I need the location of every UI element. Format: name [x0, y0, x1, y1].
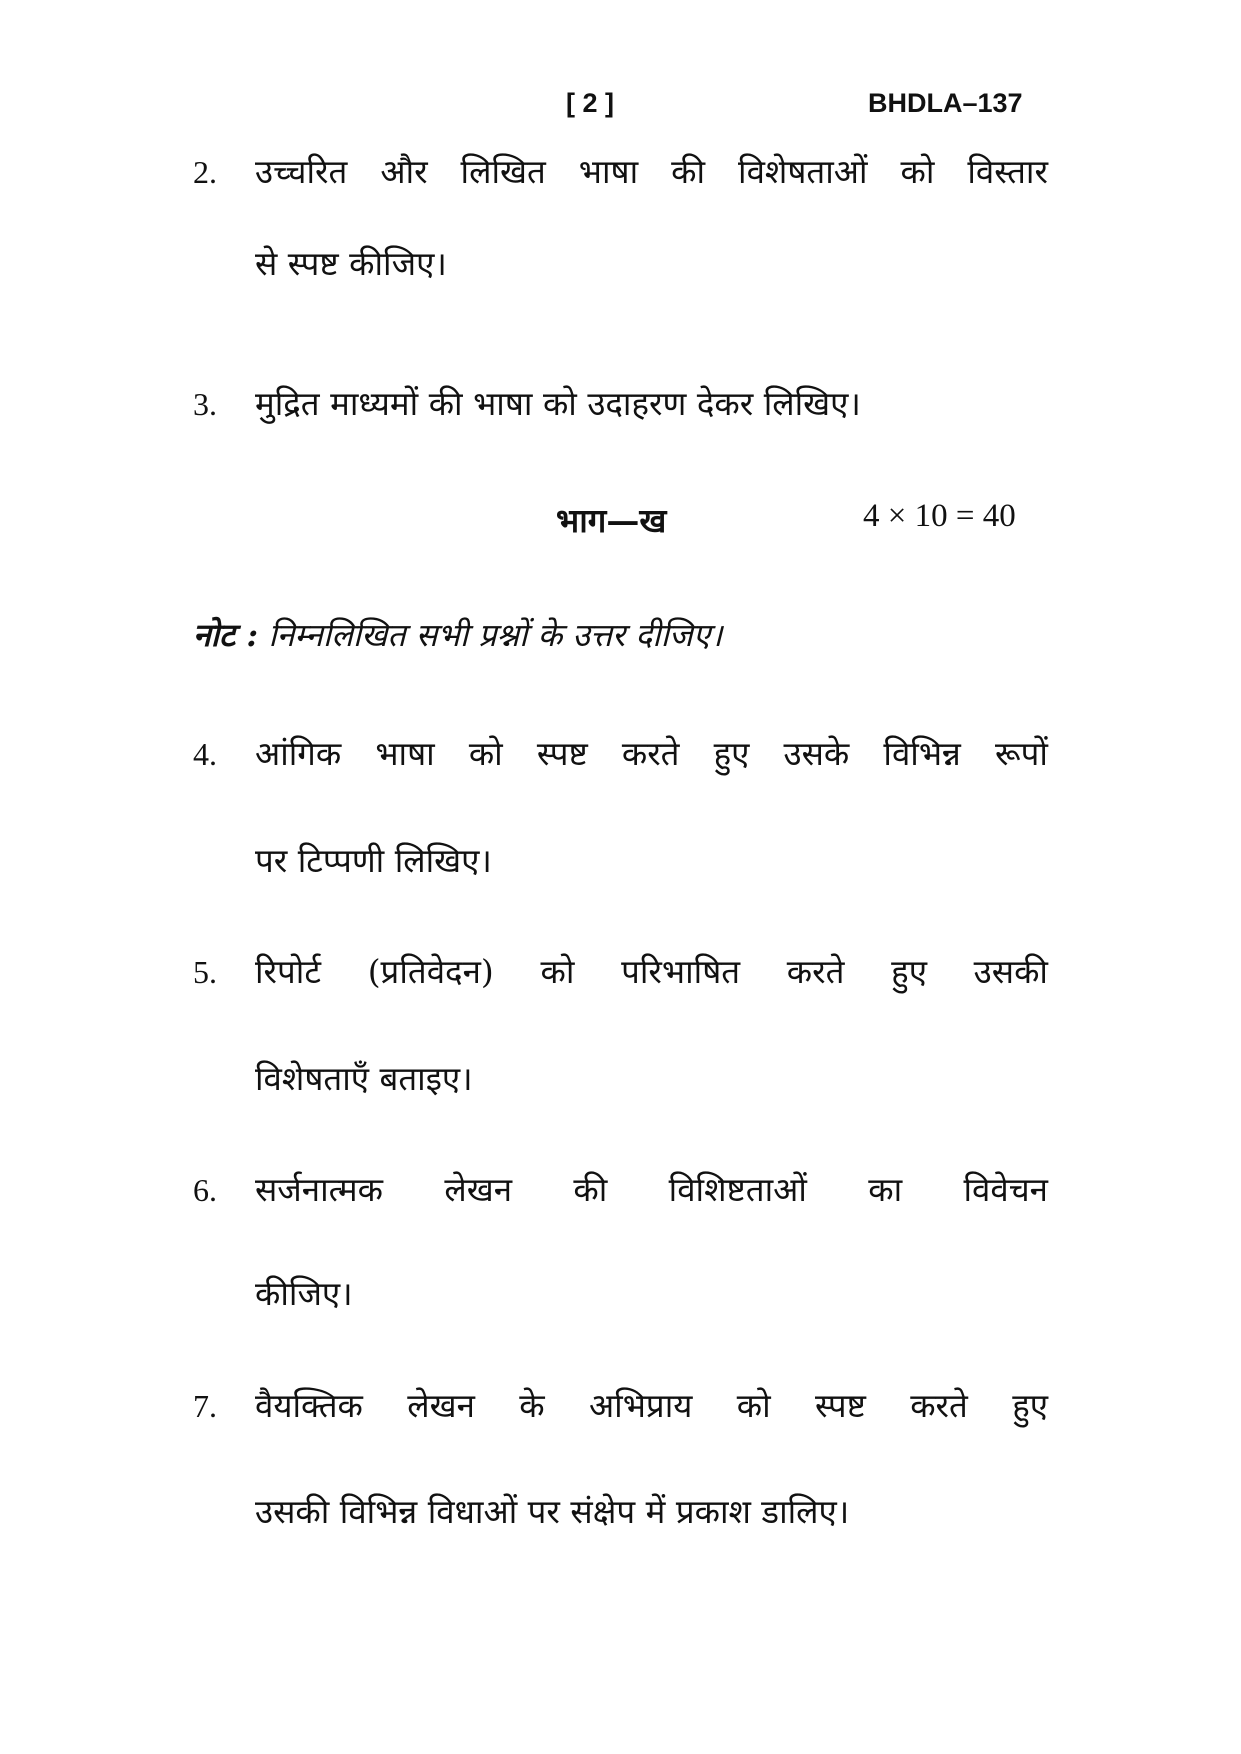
word: को	[900, 152, 935, 191]
word: की	[671, 152, 706, 191]
note-text: निम्नलिखित सभी प्रश्नों के उत्तर दीजिए।	[268, 616, 723, 654]
word: विशेषताओं	[738, 152, 868, 191]
word: आंगिक	[255, 734, 342, 773]
word: को	[736, 1386, 771, 1425]
question-line: पर टिप्पणी लिखिए।	[255, 841, 492, 880]
note-label: नोट :	[193, 616, 259, 654]
word: विवेचन	[963, 1170, 1048, 1209]
word: भाषा	[375, 734, 435, 773]
question-number: 2.	[193, 154, 217, 190]
question-line: उसकी विभिन्न विधाओं पर संक्षेप में प्रकाश डालिए।	[255, 1492, 850, 1531]
word: उसकी	[973, 952, 1048, 991]
word: विभिन्न	[883, 734, 961, 773]
word: (प्रतिवेदन)	[367, 952, 494, 991]
question-number: 7.	[193, 1388, 217, 1424]
section-heading: भाग—ख	[556, 501, 667, 540]
word: स्पष्ट	[536, 734, 588, 773]
word: परिभाषित	[621, 952, 741, 991]
page-number: [ 2 ]	[566, 88, 615, 118]
word: करते	[910, 1386, 968, 1425]
question-line: कीजिए।	[255, 1274, 353, 1313]
word: अभिप्राय	[588, 1386, 693, 1425]
word: रिपोर्ट	[255, 952, 321, 991]
word: लेखन	[444, 1170, 513, 1209]
question-number: 4.	[193, 736, 217, 772]
word: हुए	[891, 952, 927, 991]
word: भाषा	[578, 152, 639, 191]
word: रूपों	[994, 734, 1048, 773]
section-marks: 4 × 10 = 40	[863, 498, 1016, 534]
word: को	[540, 952, 575, 991]
question-line	[255, 1384, 1048, 1428]
question-line: से स्पष्ट कीजिए।	[255, 244, 447, 283]
question-line	[255, 1168, 1048, 1212]
word: उच्चरित	[255, 152, 348, 191]
paper-code: BHDLA–137	[868, 88, 1023, 118]
word: विशिष्टताओं	[668, 1170, 807, 1209]
question-line	[255, 732, 1048, 776]
question-line	[255, 150, 1048, 194]
instruction-note	[193, 613, 722, 656]
word: उसके	[783, 734, 850, 773]
word: करते	[621, 734, 680, 773]
word: विस्तार	[967, 152, 1048, 191]
question-line: मुद्रित माध्यमों की भाषा को उदाहरण देकर लिखिए।	[255, 384, 861, 423]
word: को	[468, 734, 503, 773]
word: करते	[786, 952, 845, 991]
word: का	[868, 1170, 903, 1209]
question-number: 6.	[193, 1172, 217, 1208]
question-number: 5.	[193, 954, 217, 990]
word: हुए	[713, 734, 750, 773]
word: सर्जनात्मक	[255, 1170, 384, 1209]
question-number: 3.	[193, 386, 217, 422]
word: के	[519, 1386, 545, 1425]
word: स्पष्ट	[815, 1386, 866, 1425]
word: लिखित	[460, 152, 546, 191]
word: की	[573, 1170, 608, 1209]
question-line	[255, 950, 1048, 994]
question-line: विशेषताएँ बताइए।	[255, 1059, 473, 1098]
word: वैयक्तिक	[255, 1386, 363, 1425]
word: लेखन	[407, 1386, 475, 1425]
word: हुए	[1012, 1386, 1048, 1425]
word: और	[380, 152, 428, 191]
